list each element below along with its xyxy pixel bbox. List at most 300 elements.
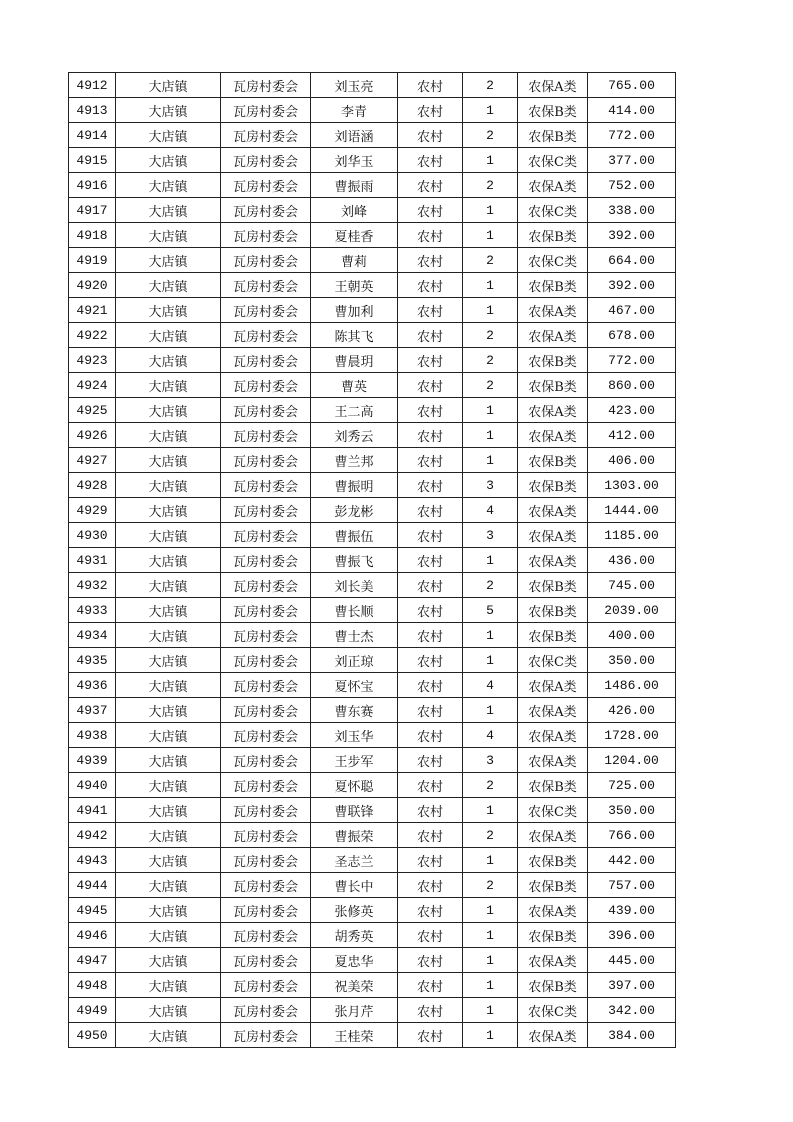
name-cell: 曹加利: [311, 298, 398, 323]
name-cell: 胡秀英: [311, 923, 398, 948]
town-cell: 大店镇: [116, 673, 221, 698]
name-cell: 夏忠华: [311, 948, 398, 973]
amount-cell: 392.00: [588, 273, 676, 298]
household-type-cell: 农村: [398, 798, 463, 823]
household-type-cell: 农村: [398, 698, 463, 723]
name-cell: 曹英: [311, 373, 398, 398]
insurance-class-cell: 农保B类: [518, 773, 588, 798]
name-cell: 刘正琼: [311, 648, 398, 673]
insurance-class-cell: 农保C类: [518, 648, 588, 673]
insurance-class-cell: 农保B类: [518, 373, 588, 398]
member-count-cell: 4: [463, 673, 518, 698]
household-type-cell: 农村: [398, 848, 463, 873]
town-cell: 大店镇: [116, 698, 221, 723]
name-cell: 刘秀云: [311, 423, 398, 448]
member-count-cell: 5: [463, 598, 518, 623]
household-type-cell: 农村: [398, 223, 463, 248]
table-row: [69, 73, 676, 98]
row-number-cell: 4931: [69, 548, 116, 573]
insurance-class-cell: 农保A类: [518, 423, 588, 448]
table-row: [69, 773, 676, 798]
household-type-cell: 农村: [398, 923, 463, 948]
row-number-cell: 4920: [69, 273, 116, 298]
household-type-cell: 农村: [398, 773, 463, 798]
amount-cell: 350.00: [588, 798, 676, 823]
row-number-cell: 4939: [69, 748, 116, 773]
row-number-cell: 4918: [69, 223, 116, 248]
insurance-class-cell: 农保B类: [518, 923, 588, 948]
member-count-cell: 1: [463, 948, 518, 973]
name-cell: 曹振明: [311, 473, 398, 498]
household-type-cell: 农村: [398, 873, 463, 898]
member-count-cell: 1: [463, 698, 518, 723]
row-number-cell: 4915: [69, 148, 116, 173]
row-number-cell: 4934: [69, 623, 116, 648]
insurance-class-cell: 农保A类: [518, 398, 588, 423]
table-row: [69, 648, 676, 673]
name-cell: 夏桂香: [311, 223, 398, 248]
amount-cell: 678.00: [588, 323, 676, 348]
amount-cell: 442.00: [588, 848, 676, 873]
village-cell: 瓦房村委会: [221, 223, 311, 248]
village-cell: 瓦房村委会: [221, 598, 311, 623]
table-row: [69, 298, 676, 323]
amount-cell: 350.00: [588, 648, 676, 673]
amount-cell: 445.00: [588, 948, 676, 973]
household-type-cell: 农村: [398, 73, 463, 98]
table-row: [69, 248, 676, 273]
household-type-cell: 农村: [398, 673, 463, 698]
amount-cell: 414.00: [588, 98, 676, 123]
town-cell: 大店镇: [116, 148, 221, 173]
amount-cell: 757.00: [588, 873, 676, 898]
table-row: [69, 398, 676, 423]
insurance-class-cell: 农保A类: [518, 823, 588, 848]
town-cell: 大店镇: [116, 373, 221, 398]
name-cell: 曹振伍: [311, 523, 398, 548]
village-cell: 瓦房村委会: [221, 423, 311, 448]
amount-cell: 384.00: [588, 1023, 676, 1048]
village-cell: 瓦房村委会: [221, 673, 311, 698]
row-number-cell: 4940: [69, 773, 116, 798]
household-type-cell: 农村: [398, 198, 463, 223]
village-cell: 瓦房村委会: [221, 248, 311, 273]
household-type-cell: 农村: [398, 273, 463, 298]
household-type-cell: 农村: [398, 598, 463, 623]
member-count-cell: 1: [463, 798, 518, 823]
village-cell: 瓦房村委会: [221, 73, 311, 98]
member-count-cell: 4: [463, 498, 518, 523]
town-cell: 大店镇: [116, 548, 221, 573]
amount-cell: 397.00: [588, 973, 676, 998]
name-cell: 曹莉: [311, 248, 398, 273]
village-cell: 瓦房村委会: [221, 323, 311, 348]
village-cell: 瓦房村委会: [221, 873, 311, 898]
row-number-cell: 4926: [69, 423, 116, 448]
town-cell: 大店镇: [116, 223, 221, 248]
table-row: [69, 748, 676, 773]
town-cell: 大店镇: [116, 73, 221, 98]
household-type-cell: 农村: [398, 398, 463, 423]
town-cell: 大店镇: [116, 298, 221, 323]
table-row: [69, 823, 676, 848]
amount-cell: 396.00: [588, 923, 676, 948]
town-cell: 大店镇: [116, 723, 221, 748]
village-cell: 瓦房村委会: [221, 648, 311, 673]
village-cell: 瓦房村委会: [221, 748, 311, 773]
row-number-cell: 4946: [69, 923, 116, 948]
village-cell: 瓦房村委会: [221, 1023, 311, 1048]
amount-cell: 338.00: [588, 198, 676, 223]
village-cell: 瓦房村委会: [221, 998, 311, 1023]
member-count-cell: 2: [463, 248, 518, 273]
insurance-class-cell: 农保A类: [518, 698, 588, 723]
table-row: [69, 123, 676, 148]
village-cell: 瓦房村委会: [221, 448, 311, 473]
amount-cell: 766.00: [588, 823, 676, 848]
village-cell: 瓦房村委会: [221, 373, 311, 398]
name-cell: 陈其飞: [311, 323, 398, 348]
name-cell: 祝美荣: [311, 973, 398, 998]
insurance-class-cell: 农保A类: [518, 1023, 588, 1048]
member-count-cell: 3: [463, 473, 518, 498]
amount-cell: 860.00: [588, 373, 676, 398]
table-row: [69, 598, 676, 623]
household-type-cell: 农村: [398, 148, 463, 173]
table-row: [69, 223, 676, 248]
member-count-cell: 1: [463, 848, 518, 873]
row-number-cell: 4912: [69, 73, 116, 98]
village-cell: 瓦房村委会: [221, 698, 311, 723]
amount-cell: 406.00: [588, 448, 676, 473]
insurance-class-cell: 农保B类: [518, 598, 588, 623]
household-type-cell: 农村: [398, 473, 463, 498]
household-type-cell: 农村: [398, 248, 463, 273]
member-count-cell: 1: [463, 398, 518, 423]
household-type-cell: 农村: [398, 973, 463, 998]
insurance-class-cell: 农保C类: [518, 798, 588, 823]
amount-cell: 392.00: [588, 223, 676, 248]
row-number-cell: 4932: [69, 573, 116, 598]
table-row: [69, 273, 676, 298]
household-type-cell: 农村: [398, 723, 463, 748]
town-cell: 大店镇: [116, 323, 221, 348]
household-type-cell: 农村: [398, 498, 463, 523]
town-cell: 大店镇: [116, 273, 221, 298]
row-number-cell: 4937: [69, 698, 116, 723]
town-cell: 大店镇: [116, 423, 221, 448]
insurance-class-cell: 农保A类: [518, 948, 588, 973]
member-count-cell: 1: [463, 423, 518, 448]
name-cell: 曹兰邦: [311, 448, 398, 473]
member-count-cell: 2: [463, 73, 518, 98]
household-type-cell: 农村: [398, 323, 463, 348]
amount-cell: 664.00: [588, 248, 676, 273]
row-number-cell: 4950: [69, 1023, 116, 1048]
subsidy-table: [68, 72, 676, 1048]
household-type-cell: 农村: [398, 998, 463, 1023]
household-type-cell: 农村: [398, 648, 463, 673]
name-cell: 王朝英: [311, 273, 398, 298]
amount-cell: 1204.00: [588, 748, 676, 773]
amount-cell: 1185.00: [588, 523, 676, 548]
row-number-cell: 4924: [69, 373, 116, 398]
village-cell: 瓦房村委会: [221, 348, 311, 373]
household-type-cell: 农村: [398, 298, 463, 323]
table-row: [69, 623, 676, 648]
amount-cell: 1728.00: [588, 723, 676, 748]
village-cell: 瓦房村委会: [221, 173, 311, 198]
name-cell: 刘玉亮: [311, 73, 398, 98]
row-number-cell: 4921: [69, 298, 116, 323]
row-number-cell: 4913: [69, 98, 116, 123]
name-cell: 曹联锋: [311, 798, 398, 823]
row-number-cell: 4930: [69, 523, 116, 548]
member-count-cell: 1: [463, 98, 518, 123]
row-number-cell: 4948: [69, 973, 116, 998]
table-row: [69, 448, 676, 473]
table-row: [69, 98, 676, 123]
member-count-cell: 2: [463, 173, 518, 198]
name-cell: 刘峰: [311, 198, 398, 223]
insurance-class-cell: 农保A类: [518, 298, 588, 323]
household-type-cell: 农村: [398, 348, 463, 373]
village-cell: 瓦房村委会: [221, 523, 311, 548]
name-cell: 李青: [311, 98, 398, 123]
amount-cell: 423.00: [588, 398, 676, 423]
table-row: [69, 523, 676, 548]
insurance-class-cell: 农保C类: [518, 198, 588, 223]
member-count-cell: 1: [463, 298, 518, 323]
name-cell: 曹振飞: [311, 548, 398, 573]
village-cell: 瓦房村委会: [221, 898, 311, 923]
member-count-cell: 2: [463, 773, 518, 798]
row-number-cell: 4949: [69, 998, 116, 1023]
table-row: [69, 898, 676, 923]
insurance-class-cell: 农保B类: [518, 573, 588, 598]
row-number-cell: 4938: [69, 723, 116, 748]
town-cell: 大店镇: [116, 98, 221, 123]
row-number-cell: 4947: [69, 948, 116, 973]
member-count-cell: 1: [463, 1023, 518, 1048]
table-row: [69, 998, 676, 1023]
insurance-class-cell: 农保B类: [518, 98, 588, 123]
member-count-cell: 3: [463, 523, 518, 548]
town-cell: 大店镇: [116, 598, 221, 623]
village-cell: 瓦房村委会: [221, 823, 311, 848]
member-count-cell: 1: [463, 623, 518, 648]
amount-cell: 436.00: [588, 548, 676, 573]
amount-cell: 1444.00: [588, 498, 676, 523]
village-cell: 瓦房村委会: [221, 473, 311, 498]
village-cell: 瓦房村委会: [221, 848, 311, 873]
name-cell: 王二高: [311, 398, 398, 423]
member-count-cell: 1: [463, 148, 518, 173]
row-number-cell: 4917: [69, 198, 116, 223]
member-count-cell: 2: [463, 373, 518, 398]
household-type-cell: 农村: [398, 623, 463, 648]
village-cell: 瓦房村委会: [221, 923, 311, 948]
table-row: [69, 548, 676, 573]
name-cell: 曹长顺: [311, 598, 398, 623]
table-row: [69, 373, 676, 398]
village-cell: 瓦房村委会: [221, 98, 311, 123]
amount-cell: 1303.00: [588, 473, 676, 498]
row-number-cell: 4943: [69, 848, 116, 873]
household-type-cell: 农村: [398, 948, 463, 973]
insurance-class-cell: 农保A类: [518, 723, 588, 748]
member-count-cell: 1: [463, 923, 518, 948]
household-type-cell: 农村: [398, 548, 463, 573]
town-cell: 大店镇: [116, 898, 221, 923]
row-number-cell: 4925: [69, 398, 116, 423]
amount-cell: 400.00: [588, 623, 676, 648]
member-count-cell: 1: [463, 273, 518, 298]
row-number-cell: 4935: [69, 648, 116, 673]
insurance-class-cell: 农保C类: [518, 998, 588, 1023]
insurance-class-cell: 农保B类: [518, 973, 588, 998]
name-cell: 王桂荣: [311, 1023, 398, 1048]
household-type-cell: 农村: [398, 423, 463, 448]
row-number-cell: 4945: [69, 898, 116, 923]
member-count-cell: 1: [463, 973, 518, 998]
village-cell: 瓦房村委会: [221, 273, 311, 298]
name-cell: 刘语涵: [311, 123, 398, 148]
town-cell: 大店镇: [116, 1023, 221, 1048]
amount-cell: 752.00: [588, 173, 676, 198]
household-type-cell: 农村: [398, 98, 463, 123]
row-number-cell: 4933: [69, 598, 116, 623]
name-cell: 彭龙彬: [311, 498, 398, 523]
amount-cell: 725.00: [588, 773, 676, 798]
row-number-cell: 4914: [69, 123, 116, 148]
town-cell: 大店镇: [116, 448, 221, 473]
amount-cell: 377.00: [588, 148, 676, 173]
amount-cell: 1486.00: [588, 673, 676, 698]
town-cell: 大店镇: [116, 173, 221, 198]
member-count-cell: 1: [463, 898, 518, 923]
name-cell: 王步军: [311, 748, 398, 773]
household-type-cell: 农村: [398, 823, 463, 848]
name-cell: 夏怀聪: [311, 773, 398, 798]
village-cell: 瓦房村委会: [221, 123, 311, 148]
insurance-class-cell: 农保B类: [518, 473, 588, 498]
table-row: [69, 1023, 676, 1048]
row-number-cell: 4927: [69, 448, 116, 473]
village-cell: 瓦房村委会: [221, 148, 311, 173]
member-count-cell: 3: [463, 748, 518, 773]
household-type-cell: 农村: [398, 373, 463, 398]
insurance-class-cell: 农保B类: [518, 448, 588, 473]
row-number-cell: 4944: [69, 873, 116, 898]
insurance-class-cell: 农保B类: [518, 223, 588, 248]
village-cell: 瓦房村委会: [221, 398, 311, 423]
village-cell: 瓦房村委会: [221, 948, 311, 973]
name-cell: 夏怀宝: [311, 673, 398, 698]
town-cell: 大店镇: [116, 573, 221, 598]
table-row: [69, 348, 676, 373]
household-type-cell: 农村: [398, 523, 463, 548]
town-cell: 大店镇: [116, 873, 221, 898]
town-cell: 大店镇: [116, 998, 221, 1023]
town-cell: 大店镇: [116, 248, 221, 273]
town-cell: 大店镇: [116, 923, 221, 948]
household-type-cell: 农村: [398, 173, 463, 198]
amount-cell: 745.00: [588, 573, 676, 598]
household-type-cell: 农村: [398, 748, 463, 773]
insurance-class-cell: 农保A类: [518, 548, 588, 573]
row-number-cell: 4941: [69, 798, 116, 823]
member-count-cell: 2: [463, 123, 518, 148]
name-cell: 张月芹: [311, 998, 398, 1023]
member-count-cell: 2: [463, 573, 518, 598]
member-count-cell: 1: [463, 448, 518, 473]
town-cell: 大店镇: [116, 798, 221, 823]
village-cell: 瓦房村委会: [221, 298, 311, 323]
village-cell: 瓦房村委会: [221, 498, 311, 523]
name-cell: 刘华玉: [311, 148, 398, 173]
name-cell: 曹士杰: [311, 623, 398, 648]
insurance-class-cell: 农保B类: [518, 873, 588, 898]
row-number-cell: 4929: [69, 498, 116, 523]
table-row: [69, 723, 676, 748]
insurance-class-cell: 农保B类: [518, 348, 588, 373]
insurance-class-cell: 农保C类: [518, 248, 588, 273]
row-number-cell: 4923: [69, 348, 116, 373]
town-cell: 大店镇: [116, 198, 221, 223]
village-cell: 瓦房村委会: [221, 623, 311, 648]
town-cell: 大店镇: [116, 123, 221, 148]
town-cell: 大店镇: [116, 823, 221, 848]
table-row: [69, 423, 676, 448]
amount-cell: 342.00: [588, 998, 676, 1023]
name-cell: 刘长美: [311, 573, 398, 598]
insurance-class-cell: 农保A类: [518, 73, 588, 98]
town-cell: 大店镇: [116, 523, 221, 548]
town-cell: 大店镇: [116, 973, 221, 998]
name-cell: 曹晨玥: [311, 348, 398, 373]
insurance-class-cell: 农保B类: [518, 123, 588, 148]
insurance-class-cell: 农保A类: [518, 673, 588, 698]
table-row: [69, 798, 676, 823]
name-cell: 曹振荣: [311, 823, 398, 848]
member-count-cell: 2: [463, 323, 518, 348]
village-cell: 瓦房村委会: [221, 723, 311, 748]
town-cell: 大店镇: [116, 773, 221, 798]
table-row: [69, 923, 676, 948]
insurance-class-cell: 农保A类: [518, 323, 588, 348]
village-cell: 瓦房村委会: [221, 973, 311, 998]
table-body: [69, 73, 676, 1048]
table-row: [69, 173, 676, 198]
household-type-cell: 农村: [398, 123, 463, 148]
town-cell: 大店镇: [116, 748, 221, 773]
table-row: [69, 948, 676, 973]
member-count-cell: 1: [463, 198, 518, 223]
village-cell: 瓦房村委会: [221, 198, 311, 223]
town-cell: 大店镇: [116, 623, 221, 648]
table-row: [69, 698, 676, 723]
row-number-cell: 4919: [69, 248, 116, 273]
insurance-class-cell: 农保A类: [518, 173, 588, 198]
insurance-class-cell: 农保A类: [518, 523, 588, 548]
table-row: [69, 973, 676, 998]
insurance-class-cell: 农保A类: [518, 748, 588, 773]
name-cell: 刘玉华: [311, 723, 398, 748]
village-cell: 瓦房村委会: [221, 573, 311, 598]
amount-cell: 772.00: [588, 123, 676, 148]
household-type-cell: 农村: [398, 448, 463, 473]
